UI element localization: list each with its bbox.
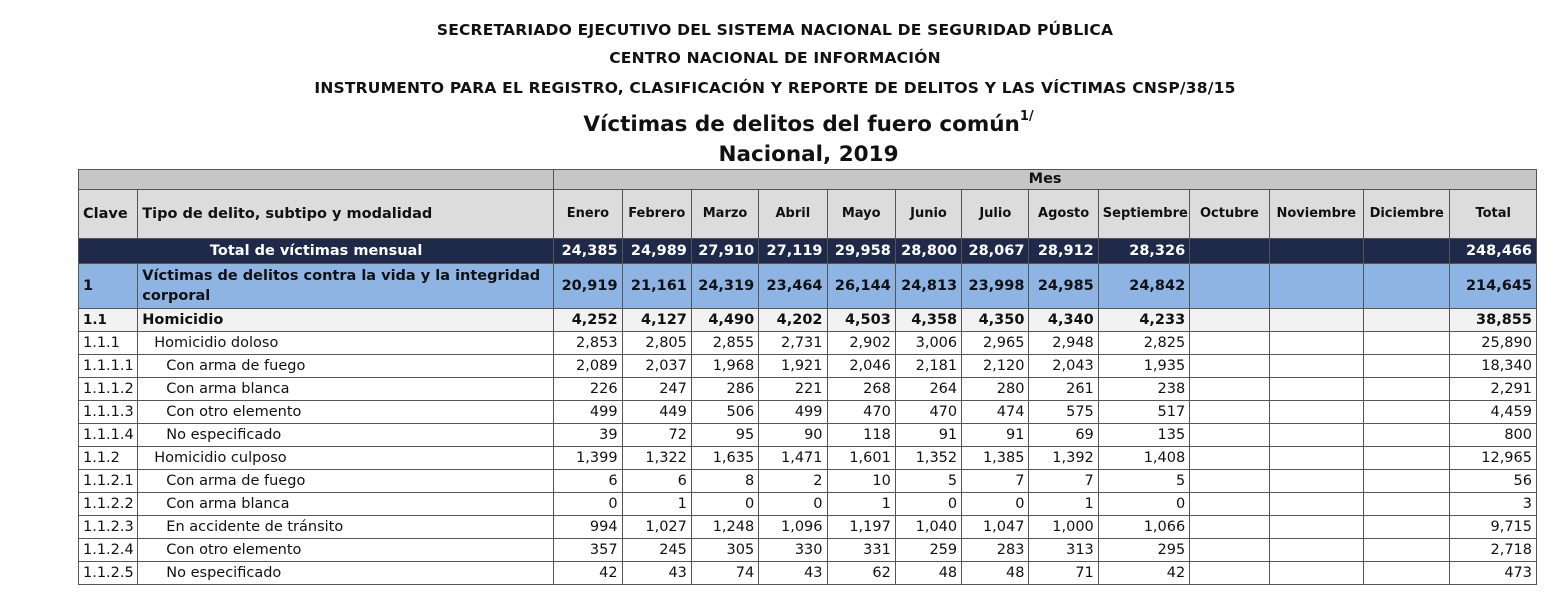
month-value: 1,248 bbox=[691, 516, 758, 539]
month-value: 74 bbox=[691, 562, 758, 585]
month-value bbox=[1364, 309, 1450, 332]
month-value: 1,635 bbox=[691, 447, 758, 470]
table-row bbox=[79, 516, 1537, 539]
month-value bbox=[1269, 447, 1363, 470]
month-value: 0 bbox=[759, 493, 827, 516]
month-value bbox=[1269, 332, 1363, 355]
month-value: 72 bbox=[622, 424, 691, 447]
month-value: 43 bbox=[622, 562, 691, 585]
month-value bbox=[1190, 424, 1269, 447]
month-value bbox=[1364, 470, 1450, 493]
month-value: 4,350 bbox=[962, 309, 1029, 332]
table-row bbox=[79, 493, 1537, 516]
month-value: 2,825 bbox=[1098, 332, 1189, 355]
table-row bbox=[79, 239, 1537, 264]
month-value: 499 bbox=[759, 401, 827, 424]
month-value: 1,471 bbox=[759, 447, 827, 470]
month-value: 470 bbox=[895, 401, 961, 424]
row-total: 2,718 bbox=[1450, 539, 1537, 562]
month-value: 286 bbox=[691, 378, 758, 401]
month-value bbox=[1269, 239, 1363, 264]
month-value: 499 bbox=[554, 401, 622, 424]
row-clave: 1 bbox=[79, 264, 138, 309]
table-row bbox=[79, 539, 1537, 562]
row-clave: 1.1.2.4 bbox=[79, 539, 138, 562]
row-total: 25,890 bbox=[1450, 332, 1537, 355]
month-value: 2,965 bbox=[962, 332, 1029, 355]
month-value: 994 bbox=[554, 516, 622, 539]
month-value: 261 bbox=[1029, 378, 1098, 401]
month-value: 506 bbox=[691, 401, 758, 424]
month-value: 1,040 bbox=[895, 516, 961, 539]
month-value bbox=[1190, 493, 1269, 516]
col-month: Octubre bbox=[1190, 190, 1269, 239]
row-label: Con otro elemento bbox=[138, 401, 554, 424]
month-value: 238 bbox=[1098, 378, 1189, 401]
row-clave: 1.1.2.5 bbox=[79, 562, 138, 585]
month-value: 28,067 bbox=[962, 239, 1029, 264]
month-value: 1 bbox=[1029, 493, 1098, 516]
row-label: Con arma blanca bbox=[138, 493, 554, 516]
month-value: 1,385 bbox=[962, 447, 1029, 470]
month-value: 42 bbox=[554, 562, 622, 585]
month-value: 1,392 bbox=[1029, 447, 1098, 470]
month-value: 0 bbox=[691, 493, 758, 516]
month-value bbox=[1190, 516, 1269, 539]
month-value: 27,910 bbox=[691, 239, 758, 264]
month-value: 2,855 bbox=[691, 332, 758, 355]
month-value: 2,853 bbox=[554, 332, 622, 355]
table-row bbox=[79, 424, 1537, 447]
month-value: 24,813 bbox=[895, 264, 961, 309]
month-value: 305 bbox=[691, 539, 758, 562]
month-value bbox=[1364, 516, 1450, 539]
month-value: 3,006 bbox=[895, 332, 961, 355]
col-month: Noviembre bbox=[1269, 190, 1363, 239]
month-value: 118 bbox=[827, 424, 895, 447]
month-value bbox=[1269, 493, 1363, 516]
row-total: 214,645 bbox=[1450, 264, 1537, 309]
month-value: 24,985 bbox=[1029, 264, 1098, 309]
month-value bbox=[1269, 401, 1363, 424]
month-value: 1,066 bbox=[1098, 516, 1189, 539]
col-month: Diciembre bbox=[1364, 190, 1450, 239]
month-value: 259 bbox=[895, 539, 961, 562]
month-value: 27,119 bbox=[759, 239, 827, 264]
month-value: 2,120 bbox=[962, 355, 1029, 378]
table-row bbox=[79, 401, 1537, 424]
row-clave: 1.1.2 bbox=[79, 447, 138, 470]
row-label: En accidente de tránsito bbox=[138, 516, 554, 539]
month-value: 69 bbox=[1029, 424, 1098, 447]
row-total: 9,715 bbox=[1450, 516, 1537, 539]
row-clave: 1.1.2.1 bbox=[79, 470, 138, 493]
month-value bbox=[1269, 470, 1363, 493]
month-value: 4,233 bbox=[1098, 309, 1189, 332]
instrument-name: INSTRUMENTO PARA EL REGISTRO, CLASIFICACIÓN Y REPORTE DE DELITOS Y LAS VÍCTIMAS CNSP/38/15 bbox=[314, 79, 1236, 97]
row-label: No especificado bbox=[138, 424, 554, 447]
month-value: 2,089 bbox=[554, 355, 622, 378]
row-label: Con arma de fuego bbox=[138, 470, 554, 493]
month-value: 24,319 bbox=[691, 264, 758, 309]
month-value: 42 bbox=[1098, 562, 1189, 585]
row-clave: 1.1.1.4 bbox=[79, 424, 138, 447]
month-value: 517 bbox=[1098, 401, 1189, 424]
month-value: 295 bbox=[1098, 539, 1189, 562]
month-value bbox=[1190, 239, 1269, 264]
col-month: Junio bbox=[895, 190, 961, 239]
month-value: 1,935 bbox=[1098, 355, 1189, 378]
month-value: 221 bbox=[759, 378, 827, 401]
month-value: 0 bbox=[895, 493, 961, 516]
month-value: 449 bbox=[622, 401, 691, 424]
row-clave: 1.1 bbox=[79, 309, 138, 332]
month-value bbox=[1190, 264, 1269, 309]
month-value: 2,805 bbox=[622, 332, 691, 355]
col-clave: Clave bbox=[79, 190, 138, 239]
month-value: 280 bbox=[962, 378, 1029, 401]
month-value bbox=[1364, 447, 1450, 470]
month-value: 28,912 bbox=[1029, 239, 1098, 264]
month-value: 10 bbox=[827, 470, 895, 493]
month-value: 4,358 bbox=[895, 309, 961, 332]
month-value: 43 bbox=[759, 562, 827, 585]
col-month: Febrero bbox=[622, 190, 691, 239]
month-value bbox=[1364, 539, 1450, 562]
month-value: 24,842 bbox=[1098, 264, 1189, 309]
title-text: Víctimas de delitos del fuero común bbox=[583, 112, 1020, 138]
month-value: 245 bbox=[622, 539, 691, 562]
month-value: 2 bbox=[759, 470, 827, 493]
row-total: 800 bbox=[1450, 424, 1537, 447]
month-value bbox=[1269, 562, 1363, 585]
month-value: 48 bbox=[962, 562, 1029, 585]
col-month: Julio bbox=[962, 190, 1029, 239]
month-value: 24,385 bbox=[554, 239, 622, 264]
month-value: 264 bbox=[895, 378, 961, 401]
agency-name: SECRETARIADO EJECUTIVO DEL SISTEMA NACIONAL DE SEGURIDAD PÚBLICA bbox=[436, 21, 1114, 39]
row-total: 4,459 bbox=[1450, 401, 1537, 424]
month-value bbox=[1190, 332, 1269, 355]
month-value bbox=[1269, 309, 1363, 332]
row-label: Con otro elemento bbox=[138, 539, 554, 562]
month-value: 331 bbox=[827, 539, 895, 562]
table-row bbox=[79, 562, 1537, 585]
month-value: 330 bbox=[759, 539, 827, 562]
row-total: 38,855 bbox=[1450, 309, 1537, 332]
month-value: 28,326 bbox=[1098, 239, 1189, 264]
month-value bbox=[1364, 239, 1450, 264]
table-row bbox=[79, 332, 1537, 355]
row-label: Víctimas de delitos contra la vida y la integridad corporal bbox=[138, 264, 554, 309]
col-tipo: Tipo de delito, subtipo y modalidad bbox=[138, 190, 554, 239]
month-value: 226 bbox=[554, 378, 622, 401]
month-value: 1,096 bbox=[759, 516, 827, 539]
month-value bbox=[1190, 562, 1269, 585]
month-value: 313 bbox=[1029, 539, 1098, 562]
page-title bbox=[0, 109, 1550, 138]
row-clave: 1.1.1.2 bbox=[79, 378, 138, 401]
month-value: 2,902 bbox=[827, 332, 895, 355]
month-value: 4,252 bbox=[554, 309, 622, 332]
page-subtitle: Nacional, 2019 bbox=[718, 142, 899, 167]
month-value bbox=[1269, 378, 1363, 401]
month-value bbox=[1364, 355, 1450, 378]
month-value: 247 bbox=[622, 378, 691, 401]
month-value: 4,340 bbox=[1029, 309, 1098, 332]
row-clave: 1.1.2.3 bbox=[79, 516, 138, 539]
row-label: Con arma de fuego bbox=[138, 355, 554, 378]
month-value: 1,968 bbox=[691, 355, 758, 378]
month-value: 1,921 bbox=[759, 355, 827, 378]
table-row bbox=[79, 447, 1537, 470]
row-total: 473 bbox=[1450, 562, 1537, 585]
row-label: Total de víctimas mensual bbox=[79, 239, 554, 264]
row-label: Homicidio bbox=[138, 309, 554, 332]
month-value: 23,464 bbox=[759, 264, 827, 309]
month-value: 20,919 bbox=[554, 264, 622, 309]
col-month: Enero bbox=[554, 190, 622, 239]
row-total: 248,466 bbox=[1450, 239, 1537, 264]
month-value: 24,989 bbox=[622, 239, 691, 264]
col-month: Septiembre bbox=[1098, 190, 1189, 239]
row-clave: 1.1.1.1 bbox=[79, 355, 138, 378]
month-value: 2,043 bbox=[1029, 355, 1098, 378]
month-value bbox=[1190, 355, 1269, 378]
col-month: Agosto bbox=[1029, 190, 1098, 239]
month-value bbox=[1190, 447, 1269, 470]
col-month: Abril bbox=[759, 190, 827, 239]
month-value: 474 bbox=[962, 401, 1029, 424]
table-row bbox=[79, 470, 1537, 493]
month-value: 95 bbox=[691, 424, 758, 447]
month-value: 1 bbox=[827, 493, 895, 516]
month-value: 1,047 bbox=[962, 516, 1029, 539]
month-value bbox=[1364, 378, 1450, 401]
month-value: 21,161 bbox=[622, 264, 691, 309]
table-row bbox=[79, 309, 1537, 332]
row-label: No especificado bbox=[138, 562, 554, 585]
month-value: 5 bbox=[895, 470, 961, 493]
row-total: 56 bbox=[1450, 470, 1537, 493]
row-total: 2,291 bbox=[1450, 378, 1537, 401]
month-value: 1,000 bbox=[1029, 516, 1098, 539]
row-label: Homicidio doloso bbox=[138, 332, 554, 355]
row-total: 3 bbox=[1450, 493, 1537, 516]
month-value: 4,503 bbox=[827, 309, 895, 332]
month-value: 268 bbox=[827, 378, 895, 401]
month-value: 1,601 bbox=[827, 447, 895, 470]
month-value: 48 bbox=[895, 562, 961, 585]
month-value: 71 bbox=[1029, 562, 1098, 585]
month-value: 1,408 bbox=[1098, 447, 1189, 470]
month-value: 23,998 bbox=[962, 264, 1029, 309]
table-row bbox=[79, 355, 1537, 378]
month-value: 1,352 bbox=[895, 447, 961, 470]
month-value: 2,181 bbox=[895, 355, 961, 378]
month-value bbox=[1190, 401, 1269, 424]
month-value: 0 bbox=[962, 493, 1029, 516]
month-value: 1 bbox=[622, 493, 691, 516]
month-value: 0 bbox=[554, 493, 622, 516]
month-value: 2,948 bbox=[1029, 332, 1098, 355]
month-value bbox=[1269, 355, 1363, 378]
month-value: 6 bbox=[622, 470, 691, 493]
month-value: 90 bbox=[759, 424, 827, 447]
month-value bbox=[1190, 539, 1269, 562]
month-value bbox=[1364, 332, 1450, 355]
month-value bbox=[1364, 562, 1450, 585]
month-value bbox=[1269, 264, 1363, 309]
month-value bbox=[1364, 401, 1450, 424]
month-value: 0 bbox=[1098, 493, 1189, 516]
month-value: 5 bbox=[1098, 470, 1189, 493]
table-row bbox=[79, 264, 1537, 309]
month-value bbox=[1364, 493, 1450, 516]
month-value: 39 bbox=[554, 424, 622, 447]
month-value: 91 bbox=[962, 424, 1029, 447]
month-value: 357 bbox=[554, 539, 622, 562]
month-value: 1,322 bbox=[622, 447, 691, 470]
month-value: 29,958 bbox=[827, 239, 895, 264]
row-total: 12,965 bbox=[1450, 447, 1537, 470]
month-value: 283 bbox=[962, 539, 1029, 562]
col-total: Total bbox=[1450, 190, 1537, 239]
month-value bbox=[1364, 424, 1450, 447]
month-value bbox=[1190, 470, 1269, 493]
month-value bbox=[1269, 424, 1363, 447]
month-value: 28,800 bbox=[895, 239, 961, 264]
month-value bbox=[1364, 264, 1450, 309]
row-clave: 1.1.1.3 bbox=[79, 401, 138, 424]
month-value: 1,399 bbox=[554, 447, 622, 470]
month-value: 8 bbox=[691, 470, 758, 493]
month-value: 2,037 bbox=[622, 355, 691, 378]
col-month: Mayo bbox=[827, 190, 895, 239]
row-clave: 1.1.2.2 bbox=[79, 493, 138, 516]
month-value: 62 bbox=[827, 562, 895, 585]
row-clave: 1.1.1 bbox=[79, 332, 138, 355]
month-value: 2,731 bbox=[759, 332, 827, 355]
month-value: 7 bbox=[1029, 470, 1098, 493]
month-value: 6 bbox=[554, 470, 622, 493]
month-value: 2,046 bbox=[827, 355, 895, 378]
month-value: 4,490 bbox=[691, 309, 758, 332]
empty-header-cell bbox=[79, 170, 554, 190]
row-label: Homicidio culposo bbox=[138, 447, 554, 470]
month-value: 470 bbox=[827, 401, 895, 424]
month-value: 575 bbox=[1029, 401, 1098, 424]
table-row bbox=[79, 378, 1537, 401]
title-footnote: 1/ bbox=[1019, 109, 1034, 124]
month-value: 135 bbox=[1098, 424, 1189, 447]
row-label: Con arma blanca bbox=[138, 378, 554, 401]
month-value: 1,197 bbox=[827, 516, 895, 539]
mes-header: Mes bbox=[554, 170, 1537, 190]
month-value: 7 bbox=[962, 470, 1029, 493]
month-value bbox=[1269, 539, 1363, 562]
month-value: 91 bbox=[895, 424, 961, 447]
month-value: 26,144 bbox=[827, 264, 895, 309]
month-value: 1,027 bbox=[622, 516, 691, 539]
month-value bbox=[1190, 378, 1269, 401]
col-month: Marzo bbox=[691, 190, 758, 239]
month-value bbox=[1269, 516, 1363, 539]
row-total: 18,340 bbox=[1450, 355, 1537, 378]
month-value bbox=[1190, 309, 1269, 332]
center-name: CENTRO NACIONAL DE INFORMACIÓN bbox=[609, 49, 941, 67]
month-value: 4,127 bbox=[622, 309, 691, 332]
month-value: 4,202 bbox=[759, 309, 827, 332]
victims-table bbox=[78, 169, 1537, 585]
